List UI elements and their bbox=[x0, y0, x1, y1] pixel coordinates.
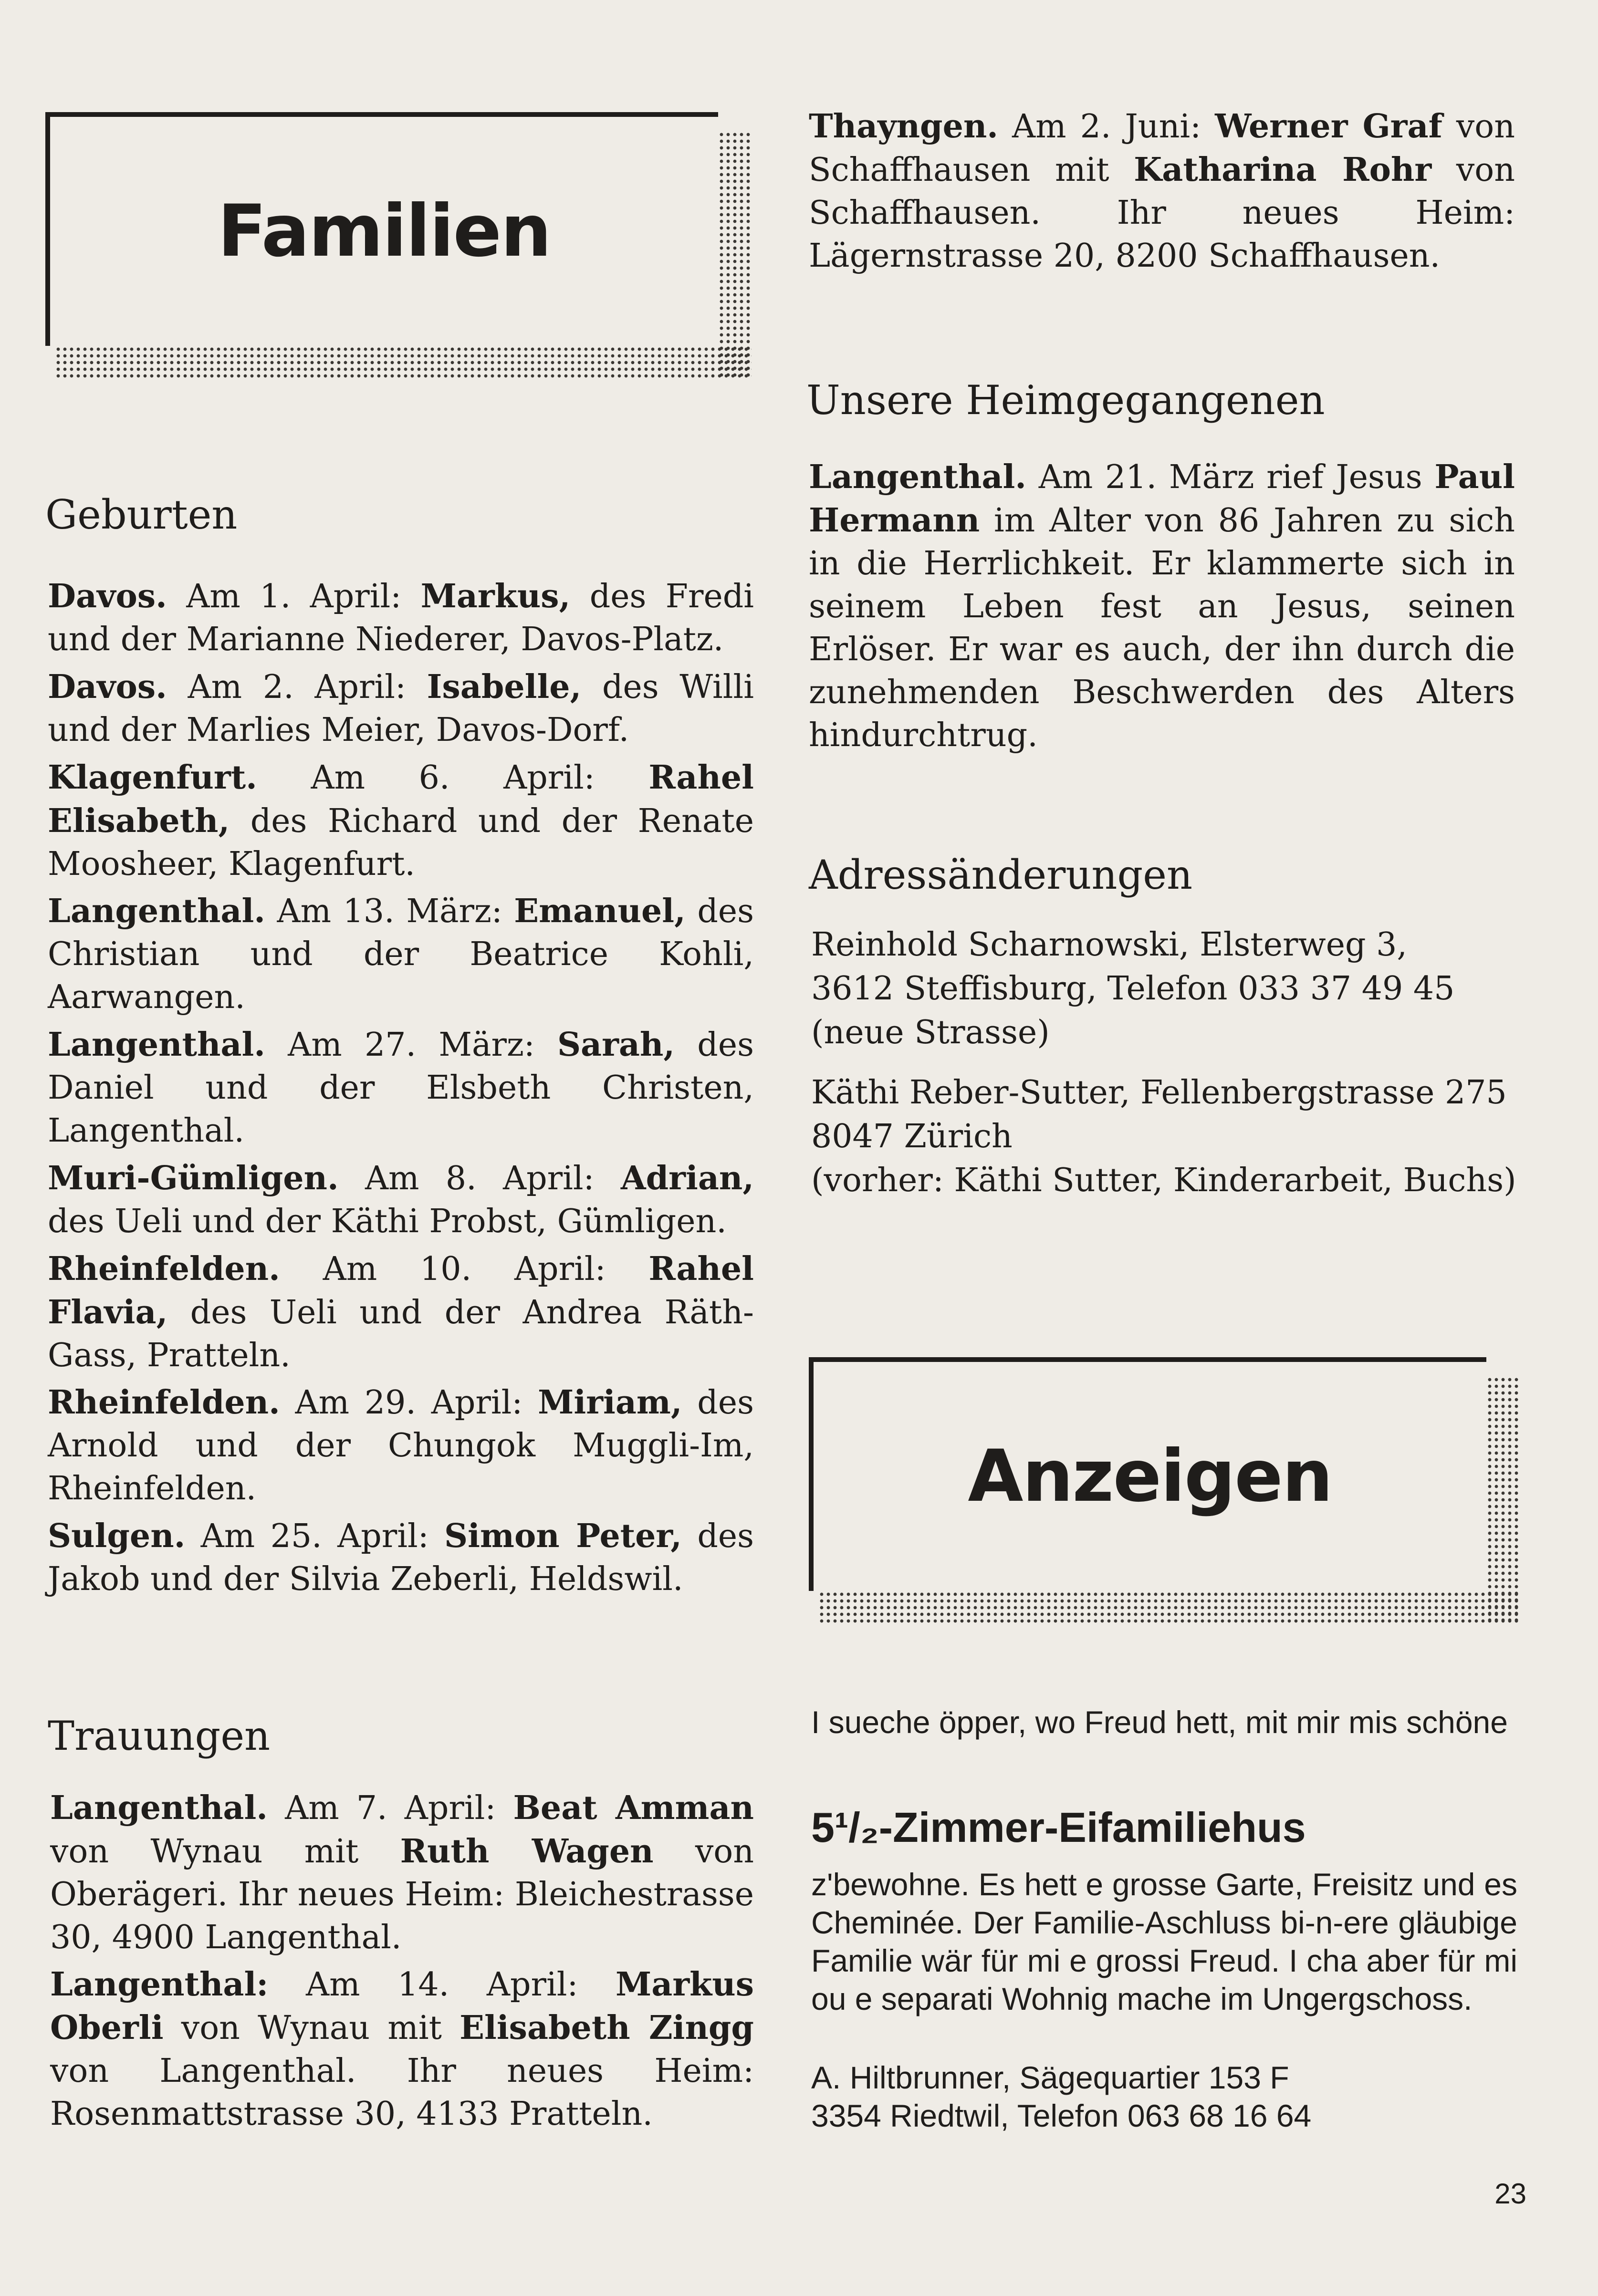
banner-dot-shadow-right bbox=[718, 131, 752, 379]
familien-banner-box bbox=[45, 112, 718, 346]
ad-intro: I sueche öpper, wo Freud hett, mit mir mis schöne bbox=[811, 1704, 1508, 1740]
geburt-entry: Rheinfelden. Am 29. April: Miriam, des Arnold und der Chungok Muggli-Im, Rheinfelden. bbox=[48, 1383, 754, 1507]
address-block bbox=[811, 923, 1522, 1055]
familien-title: Familien bbox=[218, 190, 551, 273]
address-line: Käthi Reber-Sutter, Fellenbergstrasse 275 bbox=[811, 1074, 1507, 1112]
heimgegangenen-heading: Unsere Heimgegangenen bbox=[806, 377, 1325, 424]
heimgegangen-entry: Langenthal. Am 21. März rief Jesus Paul Hermann im Alter von 86 Jahren zu sich in die Herrlichkeit. Er klammerte sich in seinem Leben fest an Jesus, seinen Erlöser. Er war es auch, der ihn durch die zunehmenden Beschwerden des Alters hindurchtrug. bbox=[809, 458, 1515, 754]
geburt-entry: Sulgen. Am 25. April: Simon Peter, des Jakob und der Silvia Zeberli, Heldswil. bbox=[48, 1517, 754, 1598]
page-number: 23 bbox=[1494, 2178, 1526, 2210]
geburt-entry: Muri-Gümligen. Am 8. April: Adrian, des Ueli und der Käthi Probst, Gümligen. bbox=[48, 1159, 754, 1240]
banner-dot-shadow-right bbox=[1486, 1376, 1520, 1624]
trauungen-heading: Trauungen bbox=[48, 1713, 271, 1759]
ad-contact: 3354 Riedtwil, Telefon 063 68 16 64 bbox=[811, 2098, 1312, 2133]
geburt-entry: Klagenfurt. Am 6. April: Rahel Elisabeth, des Richard und der Renate Moosheer, Klagenfurt. bbox=[48, 758, 754, 883]
address-line: 3612 Steffisburg, Telefon 033 37 49 45 bbox=[811, 970, 1455, 1008]
ad-headline: 5¹/₂-Zimmer-Eifamiliehus bbox=[811, 1804, 1306, 1851]
anzeigen-banner-box bbox=[809, 1357, 1486, 1591]
address-line: (neue Strasse) bbox=[811, 1014, 1050, 1051]
banner-dot-shadow-bottom bbox=[818, 1591, 1520, 1624]
geburt-entry: Davos. Am 1. April: Markus, des Fredi und der Marianne Niederer, Davos-Platz. bbox=[48, 577, 754, 658]
trauung-entry: Langenthal: Am 14. April: Markus Oberli von Wynau mit Elisabeth Zingg von Langenthal. Ihr neues Heim: Rosenmattstrasse 30, 4133 Pratteln. bbox=[50, 1965, 754, 2133]
address-line: Reinhold Scharnowski, Elsterweg 3, bbox=[811, 926, 1407, 964]
geburt-entry: Langenthal. Am 13. März: Emanuel, des Christian und der Beatrice Kohli, Aarwangen. bbox=[48, 892, 754, 1016]
ad-contact: A. Hiltbrunner, Sägequartier 153 F bbox=[811, 2060, 1289, 2095]
anzeigen-title: Anzeigen bbox=[968, 1435, 1332, 1518]
geburt-entry: Rheinfelden. Am 10. April: Rahel Flavia, des Ueli und der Andrea Räth-Gass, Pratteln. bbox=[48, 1250, 754, 1374]
geburt-entry: Davos. Am 2. April: Isabelle, des Willi und der Marlies Meier, Davos-Dorf. bbox=[48, 668, 754, 749]
ad-body: z'bewohne. Es hett e grosse Garte, Freisitz und es Cheminée. Der Familie-Aschluss bi-n-ere gläubige Familie wär für mi e grossi Freud. I cha aber für mi ou e separati Wohnig mache im Ungergschoss. bbox=[811, 1867, 1517, 2016]
adress-heading: Adressänderungen bbox=[809, 852, 1193, 898]
address-block bbox=[811, 1071, 1522, 1203]
anzeigen-banner bbox=[809, 1357, 1520, 1624]
familien-banner bbox=[45, 112, 752, 379]
address-line: (vorher: Käthi Sutter, Kinderarbeit, Buchs) bbox=[811, 1162, 1516, 1199]
address-line: 8047 Zürich bbox=[811, 1118, 1013, 1155]
trauung-entry: Langenthal. Am 7. April: Beat Amman von Wynau mit Ruth Wagen von Oberägeri. Ihr neues Heim: Bleichestrasse 30, 4900 Langenthal. bbox=[50, 1789, 754, 1956]
banner-dot-shadow-bottom bbox=[55, 346, 752, 379]
trauung-entry: Thayngen. Am 2. Juni: Werner Graf von Schaffhausen mit Katharina Rohr von Schaffhausen. Ihr neues Heim: Lägernstrasse 20, 8200 Schaffhausen. bbox=[809, 107, 1515, 275]
geburten-heading: Geburten bbox=[45, 491, 238, 538]
geburt-entry: Langenthal. Am 27. März: Sarah, des Daniel und der Elsbeth Christen, Langenthal. bbox=[48, 1026, 754, 1150]
